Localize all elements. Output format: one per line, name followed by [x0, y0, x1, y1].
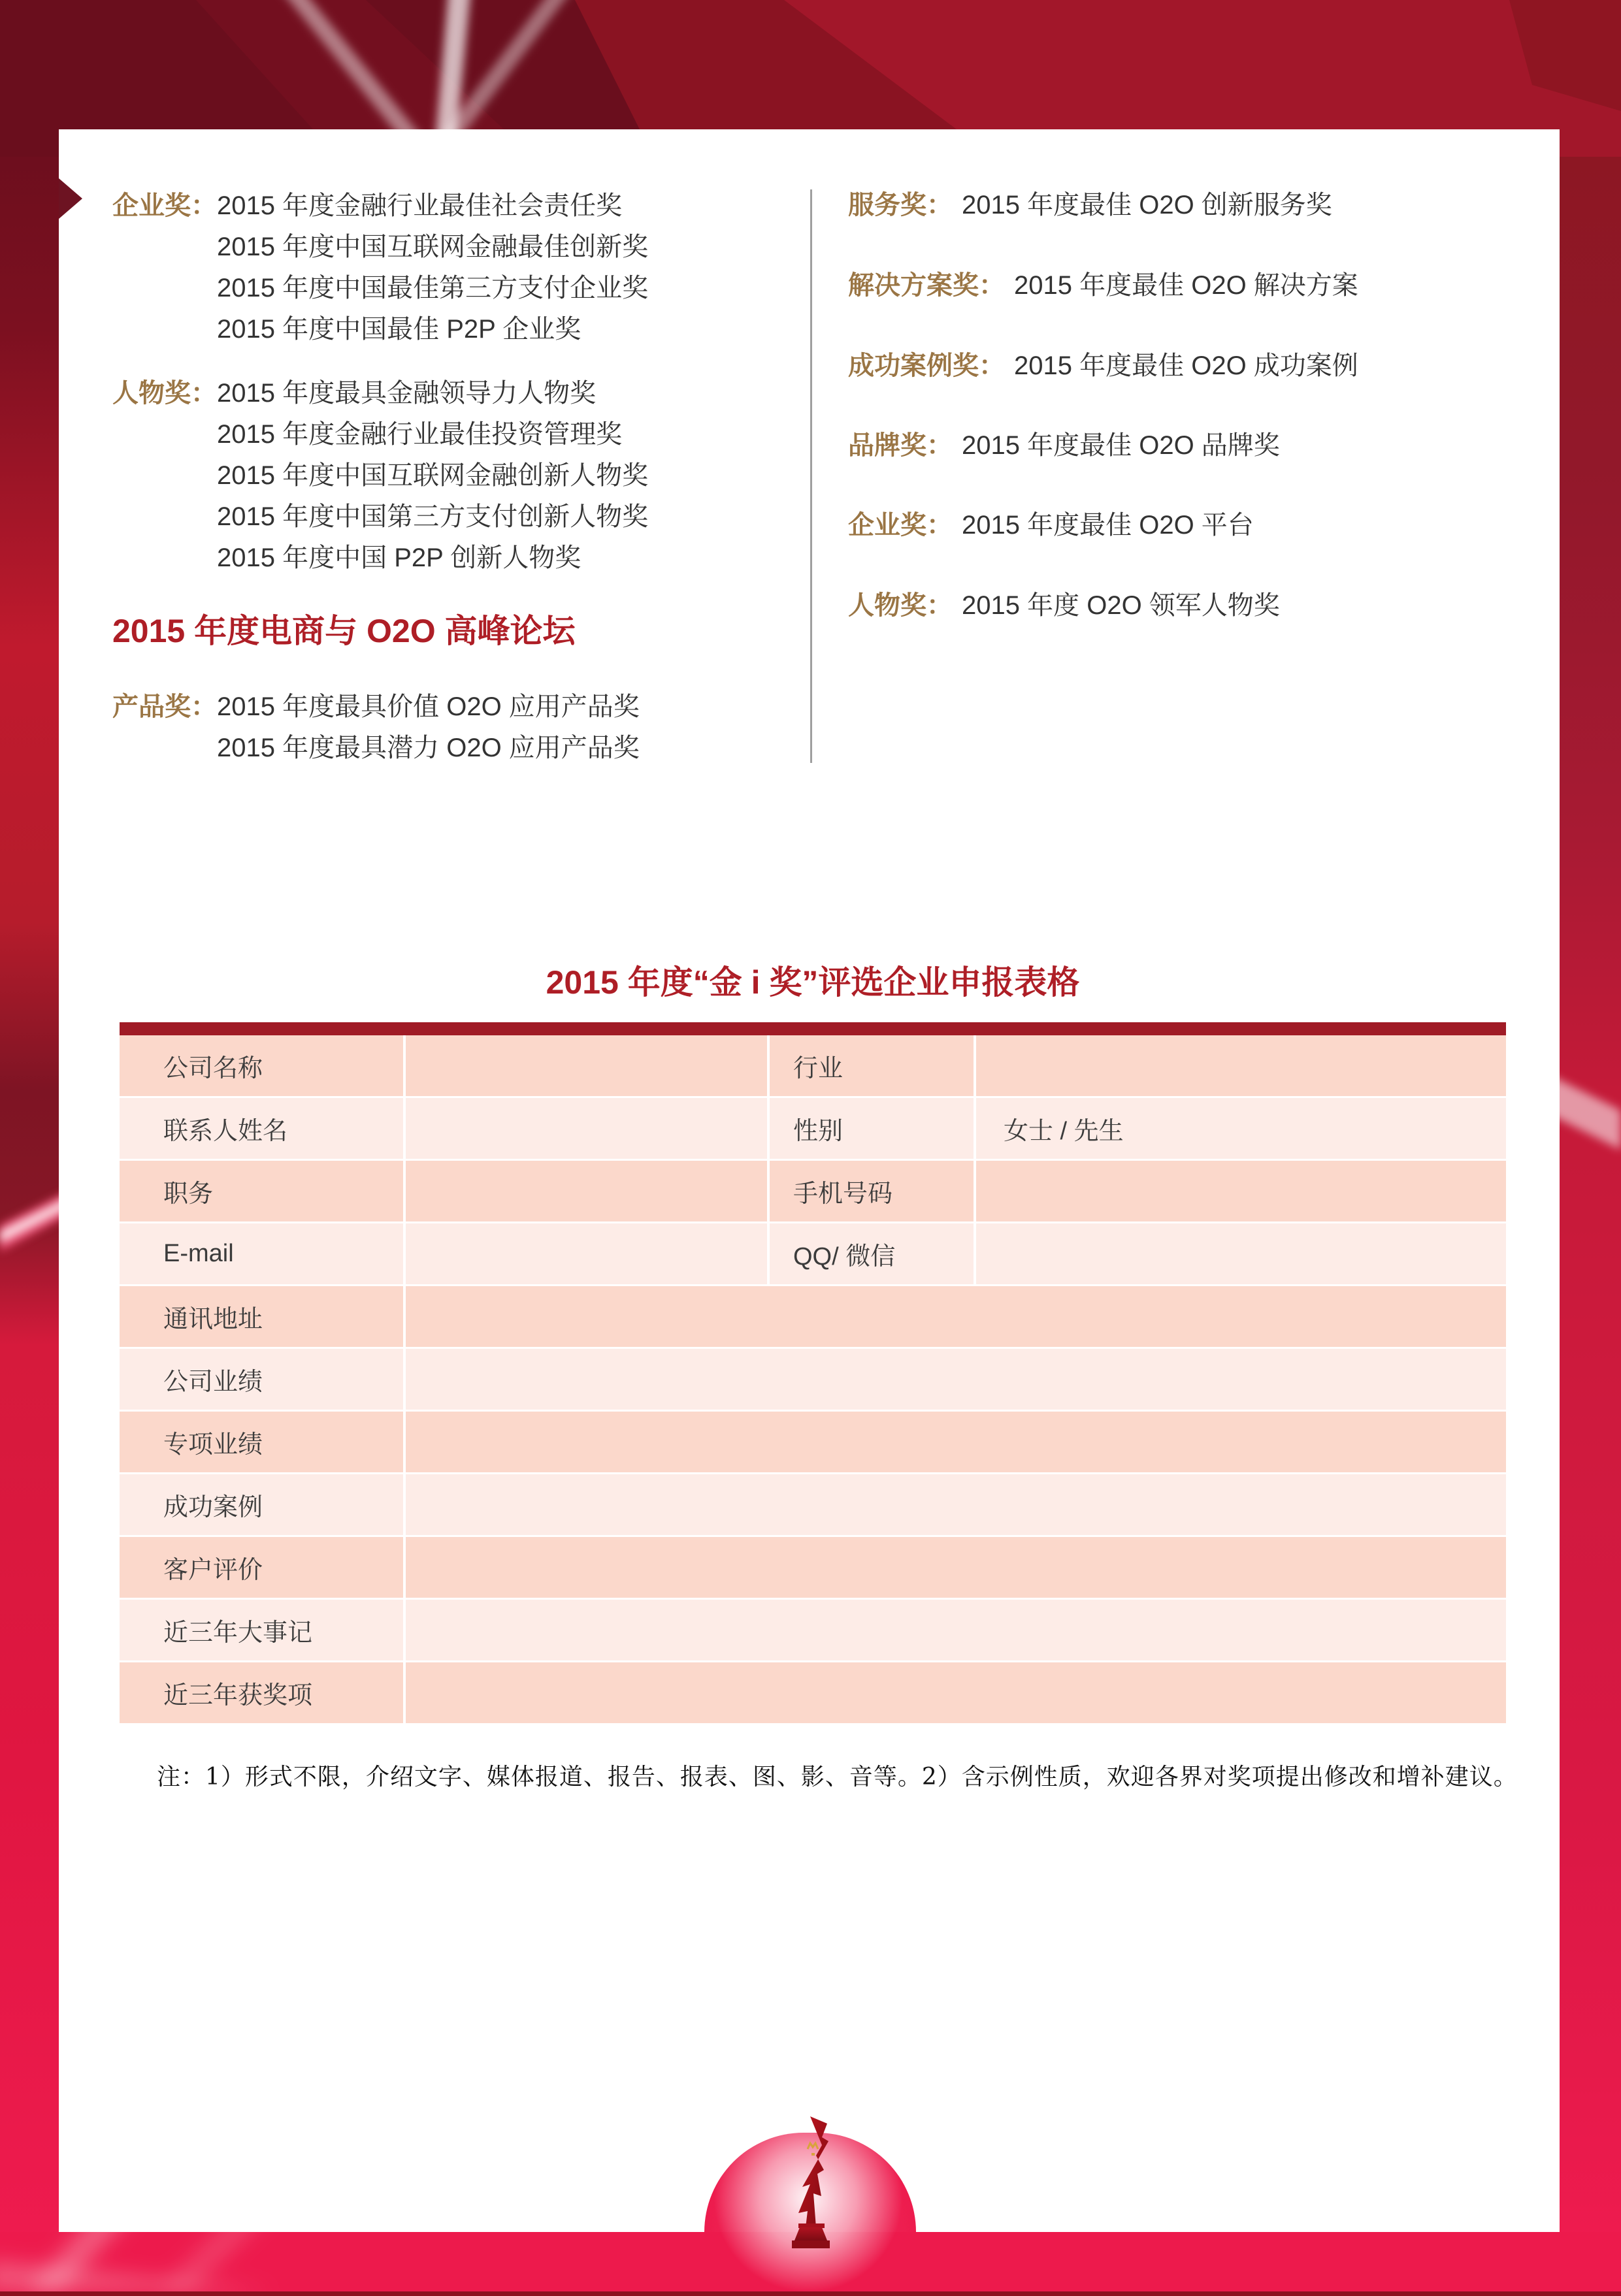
cell-value — [406, 1662, 1506, 1723]
table-row — [120, 1349, 1506, 1412]
application-table — [120, 1022, 1506, 1725]
trophy-icon — [785, 2115, 835, 2254]
award-line: 2015 年度中国 P2P 创新人物奖 — [217, 543, 581, 572]
cell-label: 手机号码 — [770, 1161, 976, 1221]
cell-value — [406, 1349, 1506, 1410]
award-item-person — [848, 585, 1280, 626]
award-item-label: 人物奖： — [848, 591, 953, 620]
cell-label: QQ/ 微信 — [770, 1223, 976, 1284]
cell-label: 近三年大事记 — [120, 1600, 406, 1660]
cell-value — [406, 1286, 1506, 1347]
cell-value — [406, 1412, 1506, 1472]
cell-value: 女士 / 先生 — [976, 1098, 1506, 1159]
award-item-service — [848, 185, 1332, 226]
award-item-text: 2015 年度最佳 O2O 成功案例 — [1014, 351, 1358, 380]
award-group-label: 企业奖： — [112, 191, 217, 220]
table-row — [120, 1161, 1506, 1223]
cell-label: 专项业绩 — [120, 1412, 406, 1472]
award-item-label: 成功案例奖： — [848, 351, 1005, 380]
table-row — [120, 1286, 1506, 1349]
cell-value — [406, 1035, 770, 1096]
award-line: 2015 年度中国最佳 P2P 企业奖 — [217, 315, 581, 344]
table-title: 2015 年度“金 i 奖”评选企业申报表格 — [546, 964, 1080, 1001]
award-item-text: 2015 年度最佳 O2O 平台 — [962, 511, 1254, 540]
table-top-bar — [120, 1022, 1506, 1035]
column-divider — [810, 189, 812, 763]
award-item-label: 企业奖： — [848, 511, 953, 540]
cell-label: 联系人姓名 — [120, 1098, 406, 1159]
award-line: 2015 年度金融行业最佳投资管理奖 — [217, 420, 623, 449]
award-item-enterprise — [848, 505, 1254, 546]
award-line: 2015 年度金融行业最佳社会责任奖 — [217, 191, 623, 220]
award-group-product — [112, 687, 640, 769]
award-line: 2015 年度中国第三方支付创新人物奖 — [217, 502, 649, 531]
cell-label: E-mail — [120, 1223, 406, 1284]
cell-value — [406, 1223, 770, 1284]
award-group-enterprise — [112, 186, 648, 350]
table-row — [120, 1662, 1506, 1725]
award-line: 2015 年度中国最佳第三方支付企业奖 — [217, 274, 649, 302]
forum-heading: 2015 年度电商与 O2O 高峰论坛 — [112, 613, 576, 649]
award-line: 2015 年度最具潜力 O2O 应用产品奖 — [217, 734, 640, 762]
cell-value — [406, 1474, 1506, 1535]
award-line: 2015 年度中国互联网金融创新人物奖 — [217, 461, 649, 490]
award-item-text: 2015 年度 O2O 领军人物奖 — [962, 591, 1280, 620]
cell-label: 近三年获奖项 — [120, 1662, 406, 1723]
award-item-text: 2015 年度最佳 O2O 创新服务奖 — [962, 191, 1332, 219]
content-card — [59, 129, 1560, 2232]
award-item-text: 2015 年度最佳 O2O 品牌奖 — [962, 431, 1280, 460]
award-item-solution — [848, 265, 1358, 306]
cell-label: 职务 — [120, 1161, 406, 1221]
cell-label: 公司业绩 — [120, 1349, 406, 1410]
award-line: 2015 年度最具金融领导力人物奖 — [217, 379, 597, 408]
table-row — [120, 1035, 1506, 1098]
award-item-label: 服务奖： — [848, 191, 953, 219]
table-row — [120, 1537, 1506, 1600]
award-item-case — [848, 346, 1358, 387]
cell-label: 客户评价 — [120, 1537, 406, 1598]
cell-value — [976, 1035, 1506, 1096]
table-row — [120, 1412, 1506, 1474]
card-edge-notch — [59, 178, 82, 219]
award-item-label: 品牌奖： — [848, 431, 953, 460]
cell-label: 成功案例 — [120, 1474, 406, 1535]
cell-value — [406, 1600, 1506, 1660]
cell-label: 通讯地址 — [120, 1286, 406, 1347]
note-text: 注：1）形式不限，介绍文字、媒体报道、报告、报表、图、影、音等。2）含示例性质，欢迎各界对奖项提出修改和增补建议。 — [157, 1764, 1518, 1790]
table-row — [120, 1600, 1506, 1662]
award-line: 2015 年度最具价值 O2O 应用产品奖 — [217, 692, 640, 721]
cell-value — [406, 1161, 770, 1221]
table-row — [120, 1474, 1506, 1537]
table-row — [120, 1098, 1506, 1161]
cell-value — [976, 1223, 1506, 1284]
award-item-brand — [848, 425, 1280, 466]
table-row — [120, 1223, 1506, 1286]
award-group-label: 人物奖： — [112, 379, 217, 408]
cell-label: 性别 — [770, 1098, 976, 1159]
award-group-person — [112, 373, 648, 579]
cell-value — [406, 1098, 770, 1159]
cell-value — [976, 1161, 1506, 1221]
award-item-label: 解决方案奖： — [848, 271, 1005, 300]
cell-label: 行业 — [770, 1035, 976, 1096]
award-group-label: 产品奖： — [112, 692, 217, 721]
award-item-text: 2015 年度最佳 O2O 解决方案 — [1014, 271, 1358, 300]
cell-label: 公司名称 — [120, 1035, 406, 1096]
award-line: 2015 年度中国互联网金融最佳创新奖 — [217, 233, 649, 261]
cell-value — [406, 1537, 1506, 1598]
